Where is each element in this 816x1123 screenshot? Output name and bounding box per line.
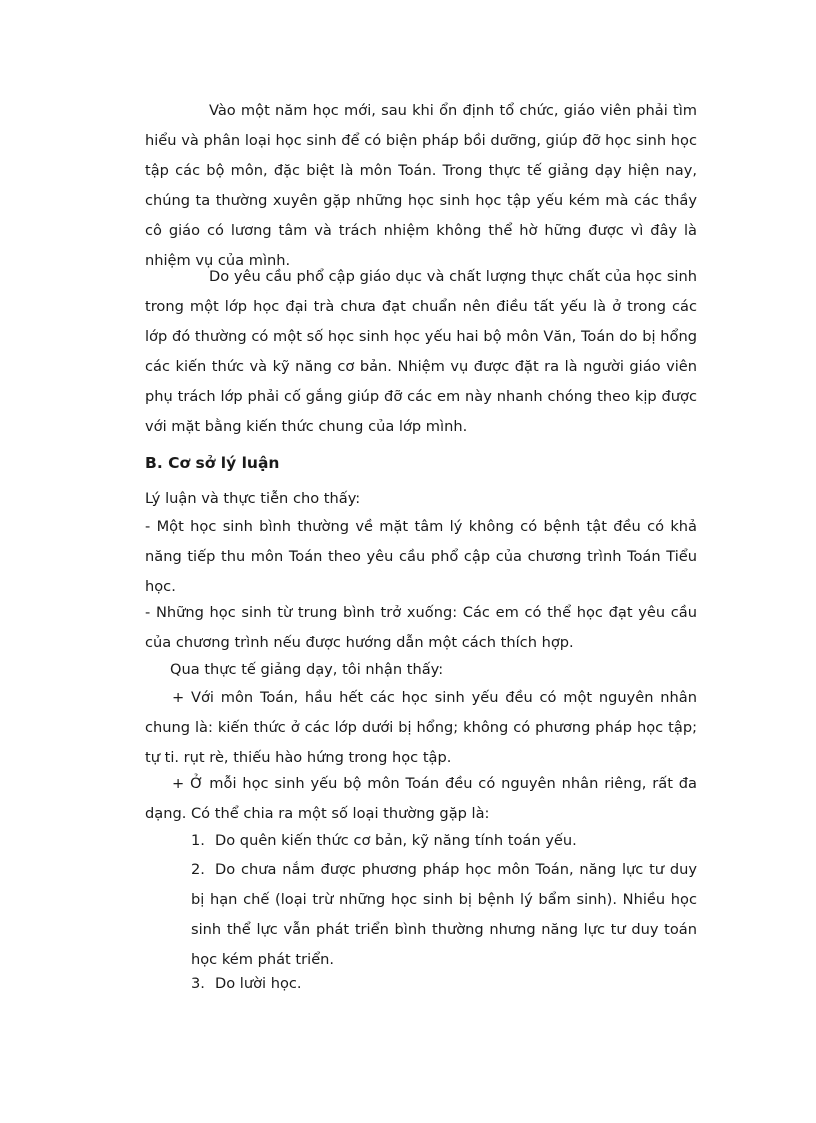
cause-item-2: [191, 855, 697, 975]
cause-number: 1.: [191, 832, 205, 849]
cause-text: Do quên kiến thức cơ bản, kỹ năng tính toán yếu.: [215, 832, 577, 849]
cause-number: 2.: [191, 861, 205, 878]
section-b-heading: B. Cơ sở lý luận: [145, 454, 280, 472]
cause-item-3: [191, 969, 697, 999]
intro-paragraph-1: Vào một năm học mới, sau khi ổn định tổ chức, giáo viên phải tìm hiểu và phân loại học sinh để có biện pháp bồi dưỡng, giúp đỡ học sinh học tập các bộ môn, đặc biệt là môn Toán. Trong thực tế giảng dạy hiện nay, chúng ta thường xuyên gặp những học sinh học tập yếu kém mà các thầy cô giáo có lương tâm và trách nhiệm không thể hờ hững được vì đây là nhiệm vụ của mình.: [145, 102, 697, 269]
section-b-lead: Lý luận và thực tiễn cho thấy:: [145, 490, 361, 507]
section-b-plus-1: + Với môn Toán, hầu hết các học sinh yếu đều có một nguyên nhân chung là: kiến thức ở các lớp dưới bị hổng; không có phương pháp học tập; tự ti. rụt rè, thiếu hào hứng trong học tập.: [145, 689, 697, 766]
cause-item-1: [191, 826, 697, 856]
cause-number: 3.: [191, 975, 205, 992]
section-b-plus-2: + Ở mỗi học sinh yếu bộ môn Toán đều có nguyên nhân riêng, rất đa dạng. Có thể chia ra một số loại thường gặp là:: [145, 775, 697, 822]
cause-text: Do chưa nắm được phương pháp học môn Toán, năng lực tư duy bị hạn chế (loại trừ những học sinh bị bệnh lý bẩm sinh). Nhiều học sinh thể lực vẫn phát triển bình thường nhưng năng lực tư duy toán học kém phát triển.: [191, 861, 697, 968]
cause-text: Do lười học.: [215, 975, 302, 992]
section-b-bullet-2: - Những học sinh từ trung bình trở xuống: Các em có thể học đạt yêu cầu của chương trình nếu được hướng dẫn một cách thích hợp.: [145, 604, 697, 651]
section-b-observation: Qua thực tế giảng dạy, tôi nhận thấy:: [170, 661, 444, 678]
section-b-bullet-1: - Một học sinh bình thường về mặt tâm lý không có bệnh tật đều có khả năng tiếp thu môn Toán theo yêu cầu phổ cập của chương trình Toán Tiểu học.: [145, 518, 697, 595]
intro-paragraph-2: Do yêu cầu phổ cập giáo dục và chất lượng thực chất của học sinh trong một lớp học đại trà chưa đạt chuẩn nên điều tất yếu là ở trong các lớp đó thường có một số học sinh học yếu hai bộ môn Văn, Toán do bị hổng các kiến thức và kỹ năng cơ bản. Nhiệm vụ được đặt ra là người giáo viên phụ trách lớp phải cố gắng giúp đỡ các em này nhanh chóng theo kịp được với mặt bằng kiến thức chung của lớp mình.: [145, 268, 697, 435]
